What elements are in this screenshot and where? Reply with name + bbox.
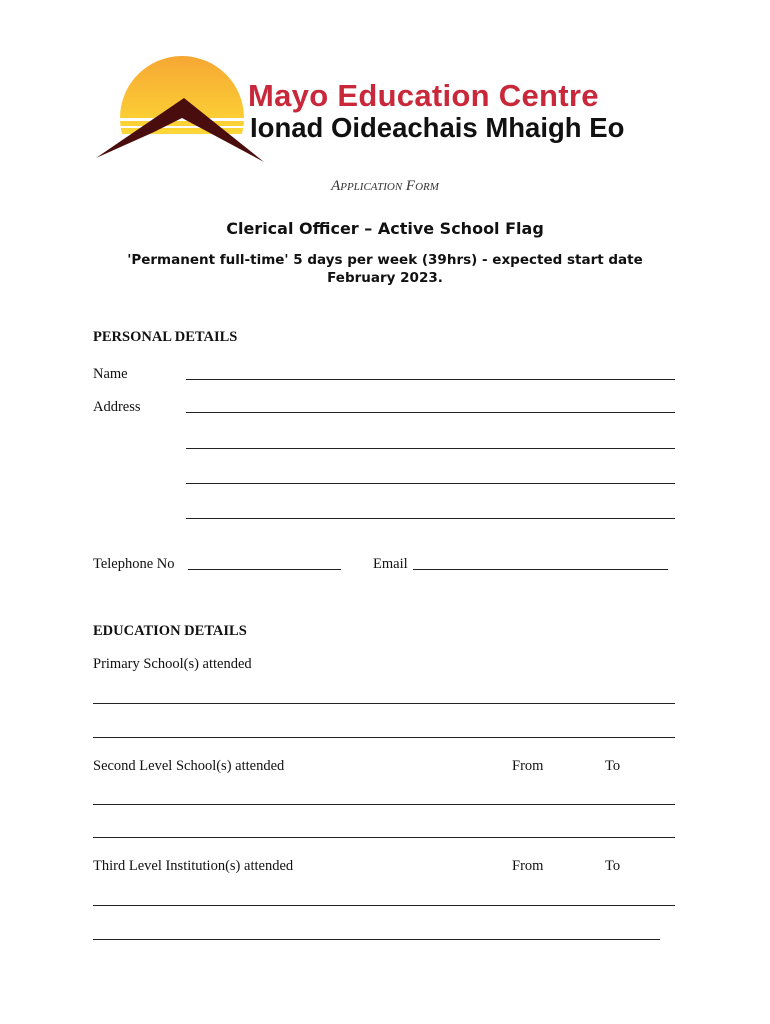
education-details-heading: EDUCATION DETAILS [93,623,247,639]
third-level-field-2[interactable] [93,939,660,940]
second-level-to-label: To [605,758,621,774]
name-field[interactable] [186,379,675,380]
third-level-to-label: To [605,858,621,874]
logo-sun-mountain-icon [94,56,274,166]
telephone-label: Telephone No [93,556,175,572]
address-field-2[interactable] [186,448,675,449]
name-label: Name [93,366,128,382]
page-title: Clerical Officer – Active School Flag [226,219,544,238]
subtitle-line-1: 'Permanent full-time' 5 days per week (39hrs) - expected start date [127,252,643,268]
address-field-4[interactable] [186,518,675,519]
logo-subtitle: Ionad Oideachais Mhaigh Eo [250,112,625,143]
second-level-label: Second Level School(s) attended [93,758,285,774]
subtitle-line-2: February 2023. [327,270,443,286]
third-level-from-label: From [512,858,544,874]
second-level-field-2[interactable] [93,837,675,838]
personal-details-heading: PERSONAL DETAILS [93,329,238,345]
second-level-from-label: From [512,758,544,774]
telephone-field[interactable] [188,569,341,570]
email-label: Email [373,556,408,572]
address-label: Address [93,399,141,415]
address-field-3[interactable] [186,483,675,484]
email-field[interactable] [413,569,668,570]
form-label: Application Form [331,178,439,194]
second-level-field-1[interactable] [93,804,675,805]
primary-school-field-1[interactable] [93,703,675,704]
primary-school-label: Primary School(s) attended [93,656,252,672]
primary-school-field-2[interactable] [93,737,675,738]
position-subtitle [0,251,770,287]
third-level-label: Third Level Institution(s) attended [93,858,294,874]
address-field-1[interactable] [186,412,675,413]
third-level-field-1[interactable] [93,905,675,906]
logo-title: Mayo Education Centre [248,78,599,113]
